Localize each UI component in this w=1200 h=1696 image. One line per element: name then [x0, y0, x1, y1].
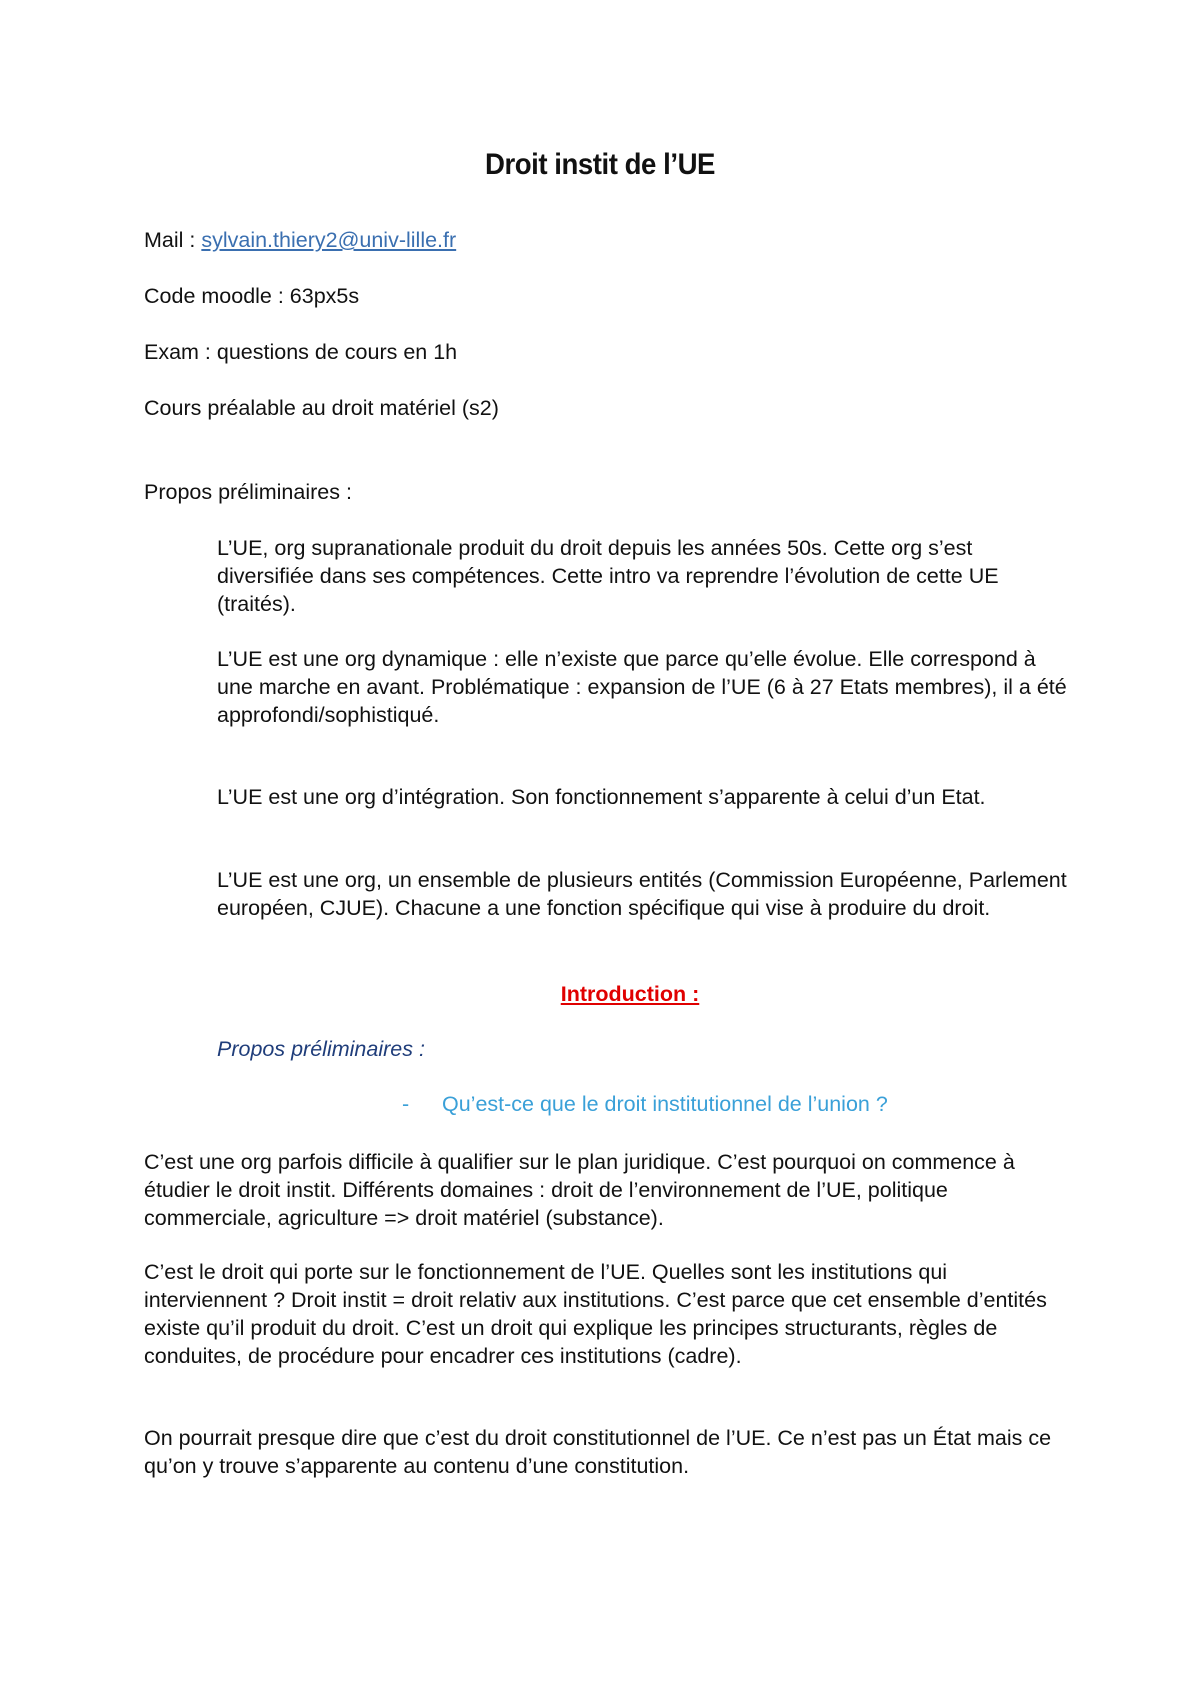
moodle-code-line: Code moodle : 63px5s — [144, 284, 360, 308]
bullet-dash: - — [402, 1092, 410, 1116]
question-text: Qu’est-ce que le droit institutionnel de l’union ? — [442, 1092, 888, 1116]
introduction-paragraph: C’est une org parfois difficile à qualifier sur le plan juridique. C’est pourquoi on commence à étudier le droit instit. Différents domaines : droit de l’environnement de l’UE, politique commerciale, agriculture => droit matériel (substance). — [144, 1150, 1015, 1230]
introduction-heading: Introduction : — [560, 982, 700, 1006]
preliminary-paragraph: L’UE est une org d’intégration. Son fonctionnement s’apparente à celui d’un Etat. — [217, 785, 986, 809]
introduction-question — [402, 1092, 888, 1117]
introduction-subheading: Propos préliminaires : — [217, 1037, 425, 1061]
preliminary-paragraph: L’UE, org supranationale produit du droit depuis les années 50s. Cette org s’est diversifiée dans ses compétences. Cette intro va reprendre l’évolution de cette UE (traités). — [217, 536, 999, 616]
preliminary-label: Propos préliminaires : — [144, 480, 352, 504]
preliminary-paragraph: L’UE est une org dynamique : elle n’existe que parce qu’elle évolue. Elle correspond à une marche en avant. Problématique : expansion de l’UE (6 à 27 Etats membres), il a été approfondi/sophistiqué. — [217, 647, 1067, 727]
mail-label: Mail : — [144, 228, 202, 252]
mail-line — [144, 226, 456, 254]
introduction-paragraph: On pourrait presque dire que c’est du droit constitutionnel de l’UE. Ce n’est pas un État mais ce qu’on y trouve s’apparente au contenu d’une constitution. — [144, 1426, 1052, 1478]
exam-line: Exam : questions de cours en 1h — [144, 340, 458, 364]
document-title: Droit instit de l’UE — [484, 148, 715, 181]
mail-link[interactable]: sylvain.thiery2@univ-lille.fr — [201, 228, 457, 252]
preliminary-paragraph: L’UE est une org, un ensemble de plusieurs entités (Commission Européenne, Parlement européen, CJUE). Chacune a une fonction spécifique qui vise à produire du droit. — [217, 868, 1067, 920]
prerequisite-line: Cours préalable au droit matériel (s2) — [144, 396, 499, 420]
introduction-paragraph: C’est le droit qui porte sur le fonctionnement de l’UE. Quelles sont les institutions qui interviennent ? Droit instit = droit relativ aux institutions. C’est parce que cet ensemble d’entités existe qu’il produit du droit. C’est un droit qui explique les principes structurants, règles de conduites, de procédure pour encadrer ces institutions (cadre). — [144, 1260, 1047, 1368]
